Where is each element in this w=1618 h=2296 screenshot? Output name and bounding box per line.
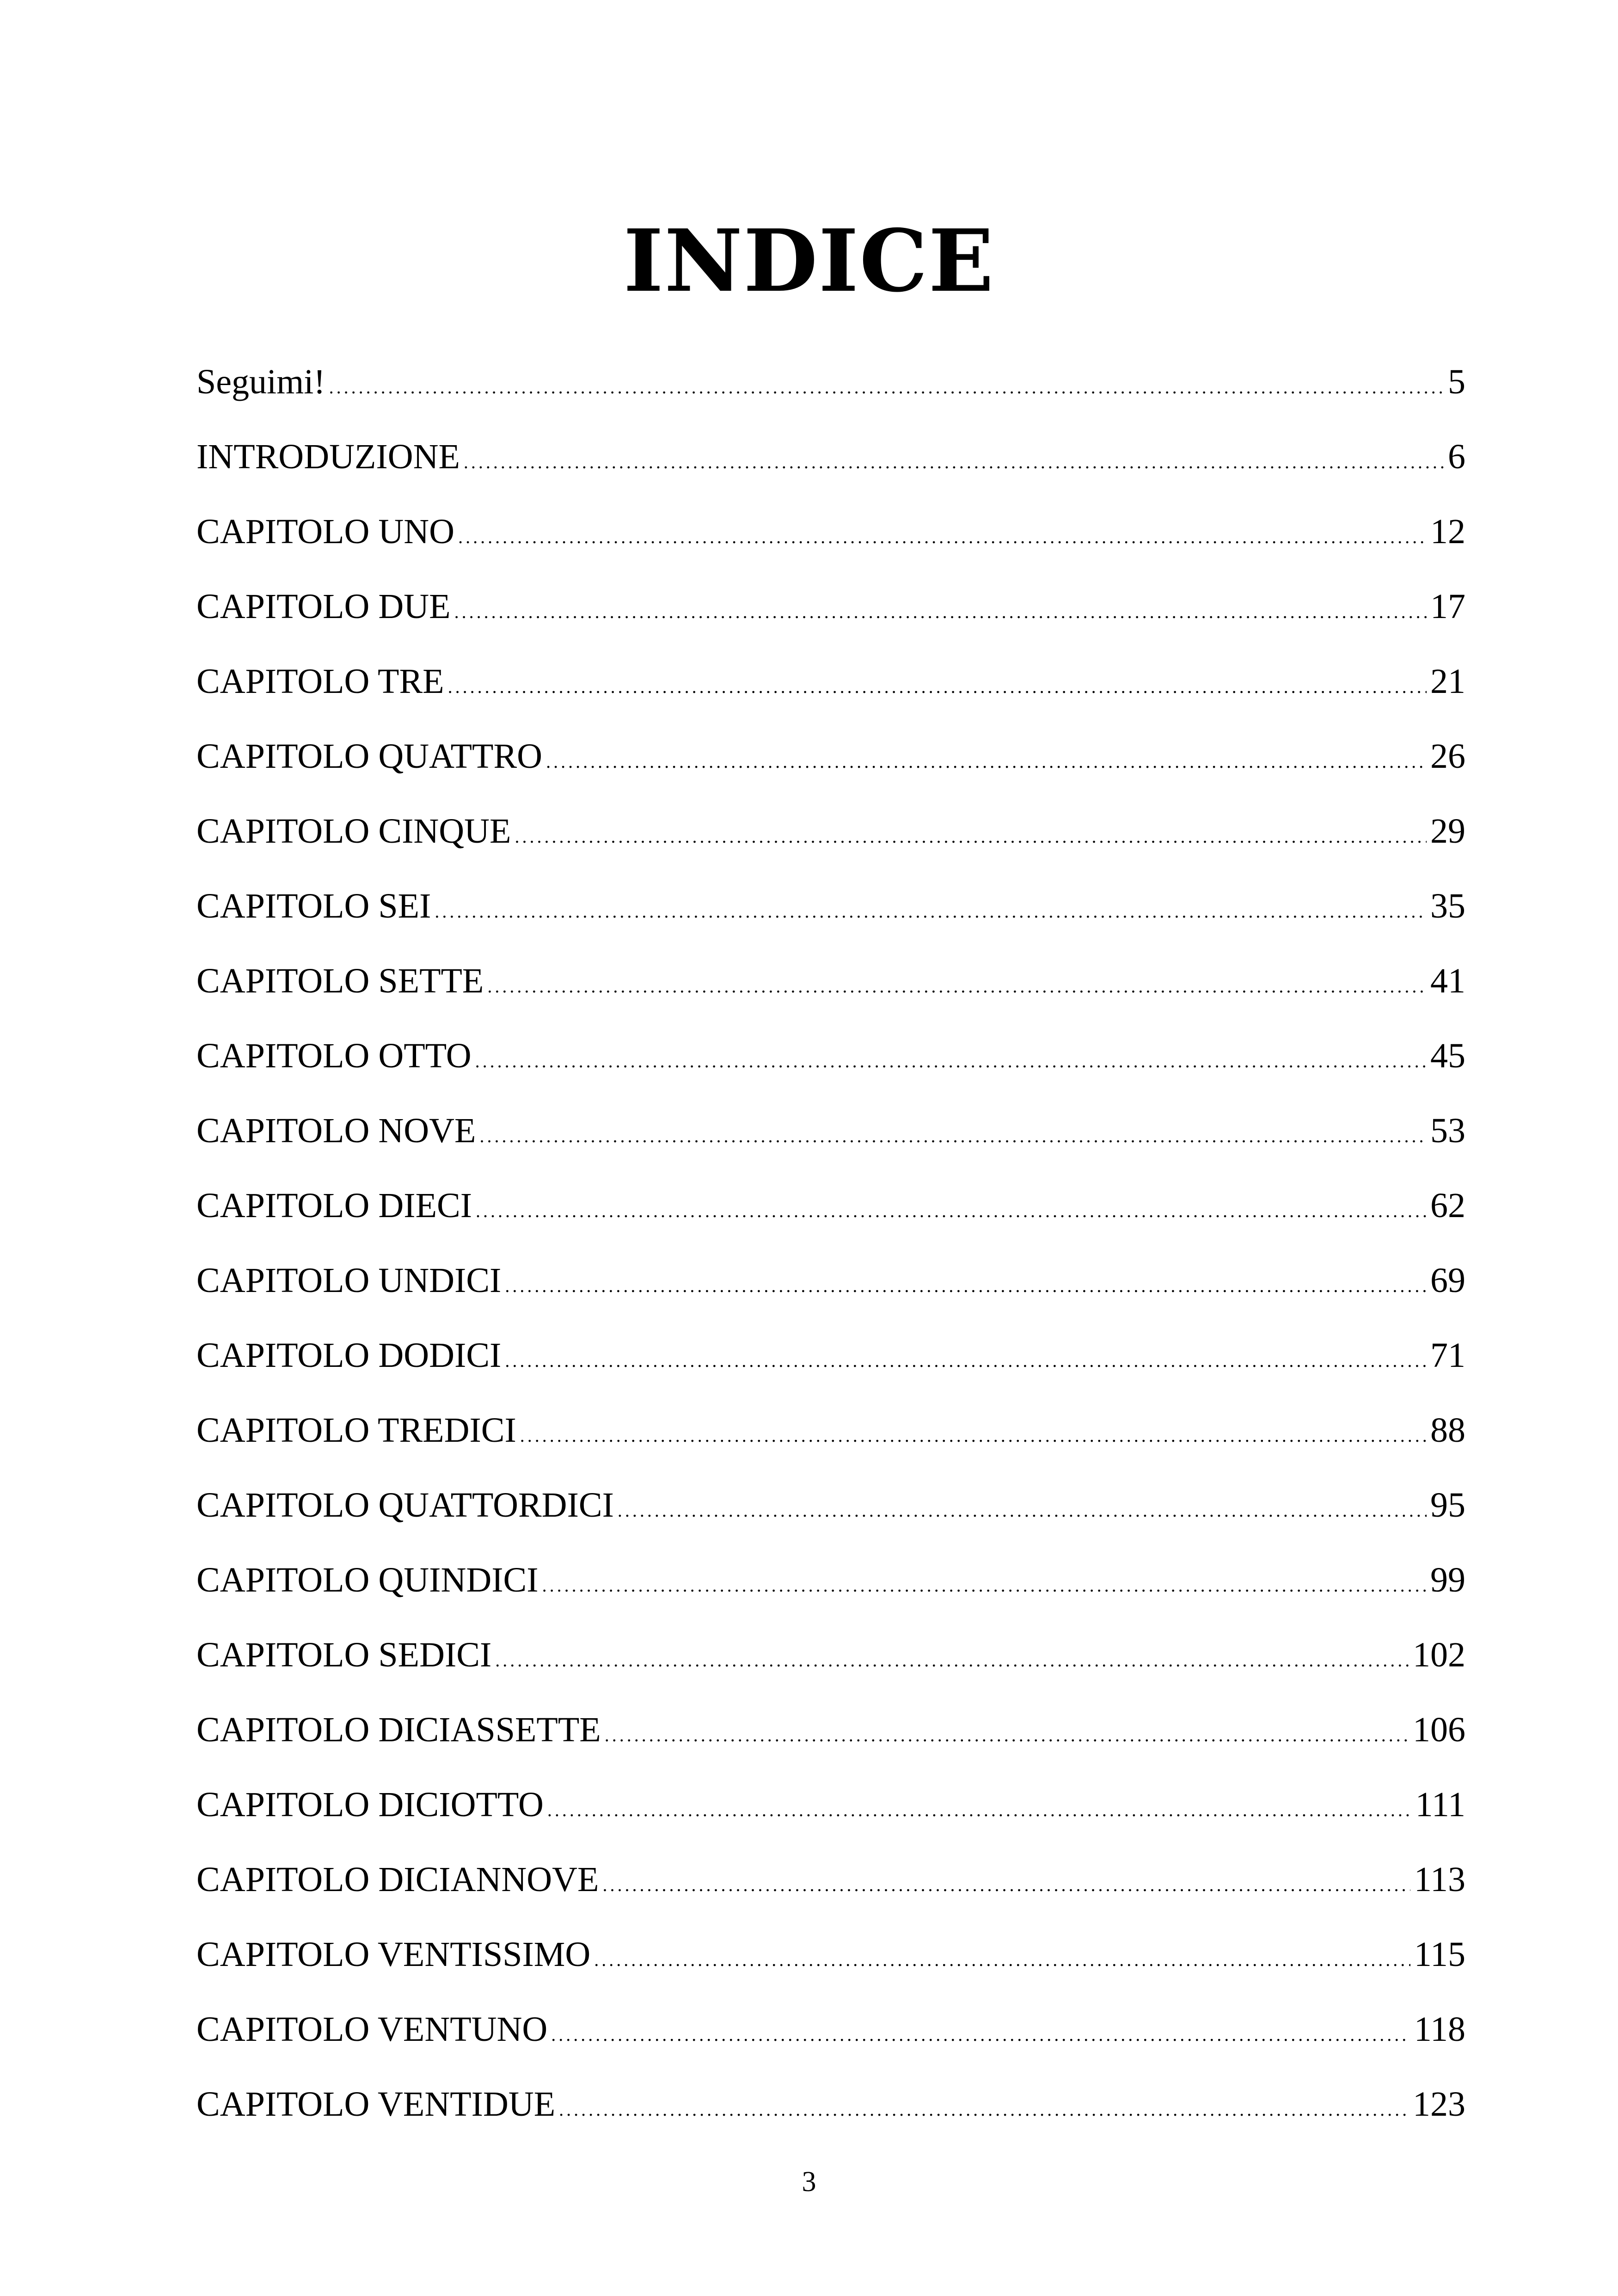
toc-entry-label: CAPITOLO VENTIDUE: [196, 2085, 556, 2124]
toc-entry[interactable]: [196, 1767, 1465, 1842]
toc-entry-page: 26: [1430, 737, 1465, 776]
toc-entry[interactable]: [196, 943, 1465, 1018]
toc-dot-leader: [505, 1323, 1427, 1398]
toc-entry[interactable]: [196, 344, 1465, 419]
toc-entry-label: CAPITOLO SEDICI: [196, 1635, 492, 1674]
toc-entry-page: 21: [1430, 662, 1465, 701]
toc-entry-label: CAPITOLO QUATTRO: [196, 737, 543, 776]
toc-entry-page: 62: [1430, 1186, 1465, 1225]
toc-dot-leader: [454, 575, 1427, 649]
toc-entry-page: 29: [1430, 812, 1465, 851]
toc-entry-page: 123: [1413, 2085, 1465, 2124]
toc-entry-label: CAPITOLO OTTO: [196, 1036, 472, 1075]
toc-dot-leader: [329, 350, 1444, 425]
toc-dot-leader: [594, 1923, 1410, 1997]
toc-entry-label: CAPITOLO DICIOTTO: [196, 1785, 544, 1824]
toc-entry-page: 35: [1430, 887, 1465, 925]
toc-entry-label: CAPITOLO TREDICI: [196, 1411, 516, 1450]
toc-entry[interactable]: [196, 1617, 1465, 1692]
toc-entry-page: 102: [1413, 1635, 1465, 1674]
toc-entry[interactable]: [196, 1992, 1465, 2067]
page-number: 3: [802, 2166, 816, 2198]
toc-entry-page: 45: [1430, 1036, 1465, 1075]
toc-entry-label: Seguimi!: [196, 362, 325, 401]
toc-entry[interactable]: [196, 1543, 1465, 1617]
toc-entry-label: CAPITOLO DICIANNOVE: [196, 1860, 599, 1899]
toc-entry-page: 111: [1415, 1785, 1465, 1824]
toc-dot-leader: [479, 1099, 1427, 1174]
toc-dot-leader: [546, 724, 1427, 799]
toc-entry[interactable]: [196, 719, 1465, 794]
toc-entry-page: 12: [1430, 512, 1465, 551]
toc-entry-page: 69: [1430, 1261, 1465, 1300]
toc-entry-label: CAPITOLO TRE: [196, 662, 444, 701]
toc-entry[interactable]: [196, 869, 1465, 943]
toc-entry-page: 5: [1448, 362, 1465, 401]
toc-entry[interactable]: [196, 1018, 1465, 1093]
toc-dot-leader: [547, 1773, 1412, 1848]
toc-entry[interactable]: [196, 1393, 1465, 1468]
toc-dot-leader: [559, 2072, 1409, 2147]
toc-entry[interactable]: [196, 1093, 1465, 1168]
toc-entry-label: CAPITOLO DICIASSETTE: [196, 1710, 601, 1749]
toc-entry-page: 118: [1414, 2010, 1465, 2049]
toc-dot-leader: [464, 425, 1444, 500]
toc-entry-label: CAPITOLO DODICI: [196, 1336, 502, 1375]
toc-entry[interactable]: [196, 494, 1465, 569]
toc-dot-leader: [476, 1174, 1427, 1249]
toc-dot-leader: [435, 874, 1427, 949]
toc-entry-page: 113: [1414, 1860, 1465, 1899]
toc-entry-page: 71: [1430, 1336, 1465, 1375]
toc-entry[interactable]: [196, 1842, 1465, 1917]
toc-entry-page: 88: [1430, 1411, 1465, 1450]
toc-entry-page: 115: [1414, 1935, 1465, 1974]
toc-entry-label: CAPITOLO QUINDICI: [196, 1561, 539, 1599]
toc-entry-label: CAPITOLO SEI: [196, 887, 431, 925]
toc-entry-label: CAPITOLO VENTUNO: [196, 2010, 548, 2049]
toc-entry-label: CAPITOLO UNDICI: [196, 1261, 502, 1300]
toc-entry-page: 95: [1430, 1486, 1465, 1525]
toc-entry-page: 41: [1430, 961, 1465, 1000]
toc-entry-label: CAPITOLO QUATTORDICI: [196, 1486, 614, 1525]
toc-dot-leader: [520, 1398, 1427, 1473]
toc-dot-leader: [551, 1997, 1410, 2072]
toc-dot-leader: [487, 949, 1427, 1024]
toc-dot-leader: [495, 1623, 1409, 1698]
toc-dot-leader: [458, 500, 1427, 575]
toc-entry[interactable]: [196, 1168, 1465, 1243]
toc-entry[interactable]: [196, 1692, 1465, 1767]
toc-entry[interactable]: [196, 1917, 1465, 1992]
toc-entry-label: CAPITOLO DIECI: [196, 1186, 472, 1225]
toc-entry[interactable]: [196, 1318, 1465, 1393]
toc-entry-page: 106: [1413, 1710, 1465, 1749]
table-of-contents: [196, 344, 1465, 2142]
toc-entry-label: CAPITOLO SETTE: [196, 961, 484, 1000]
toc-entry[interactable]: [196, 644, 1465, 719]
toc-entry[interactable]: [196, 1243, 1465, 1318]
toc-entry[interactable]: [196, 1468, 1465, 1543]
toc-dot-leader: [448, 649, 1427, 724]
toc-entry[interactable]: [196, 794, 1465, 869]
toc-dot-leader: [618, 1473, 1427, 1548]
toc-entry[interactable]: [196, 419, 1465, 494]
toc-entry-page: 6: [1448, 437, 1465, 476]
toc-dot-leader: [505, 1249, 1427, 1323]
page-title: INDICE: [623, 210, 995, 311]
toc-dot-leader: [542, 1548, 1427, 1623]
toc-dot-leader: [515, 799, 1427, 874]
toc-entry-label: CAPITOLO DUE: [196, 587, 451, 626]
toc-entry[interactable]: [196, 2067, 1465, 2142]
toc-entry-label: CAPITOLO VENTISSIMO: [196, 1935, 591, 1974]
toc-dot-leader: [475, 1024, 1427, 1099]
toc-entry-page: 17: [1430, 587, 1465, 626]
toc-entry-label: CAPITOLO NOVE: [196, 1111, 476, 1150]
toc-dot-leader: [605, 1698, 1409, 1773]
toc-entry-label: CAPITOLO CINQUE: [196, 812, 511, 851]
toc-entry[interactable]: [196, 569, 1465, 644]
toc-entry-label: INTRODUZIONE: [196, 437, 460, 476]
toc-entry-page: 53: [1430, 1111, 1465, 1150]
toc-entry-page: 99: [1430, 1561, 1465, 1599]
toc-entry-label: CAPITOLO UNO: [196, 512, 455, 551]
toc-dot-leader: [602, 1848, 1410, 1923]
